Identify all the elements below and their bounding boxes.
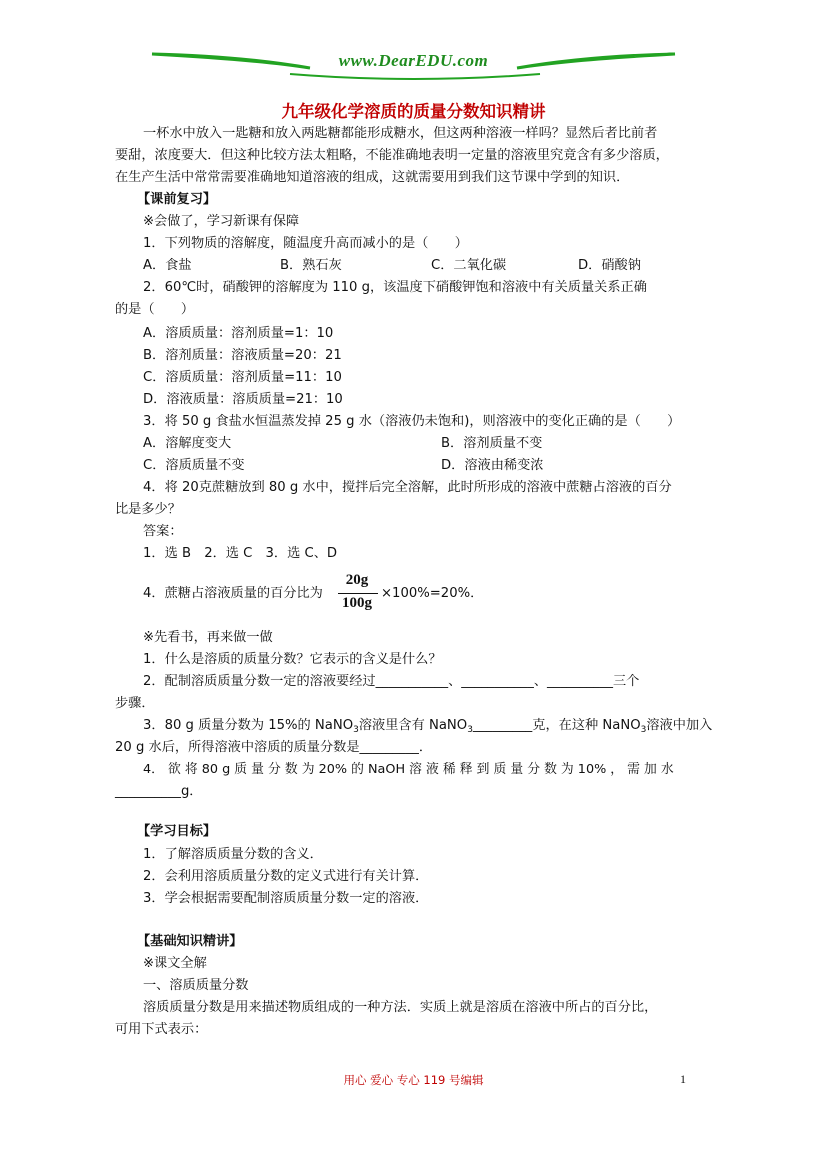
goal-item: 3．学会根据需要配制溶质质量分数一定的溶液． xyxy=(143,891,429,906)
fraction-bar xyxy=(338,593,378,594)
goal-item: 1．了解溶质质量分数的含义． xyxy=(143,847,323,862)
intro-line-3: 在生产生活中常常需要准确地知道溶液的组成，这就需要用到我们这节课中学到的知识． xyxy=(115,170,630,185)
intro-line-1: 一杯水中放入一匙糖和放入两匙糖都能形成糖水，但这两种溶液一样吗？显然后者比前者 xyxy=(143,126,658,141)
q3-option-d: D．溶液由稀变浓 xyxy=(441,458,544,473)
preview-q3-line-2: 20 g 水后，所得溶液中溶质的质量分数是_________． xyxy=(115,740,433,755)
site-logo xyxy=(150,46,677,80)
question-4-line-2: 比是多少？ xyxy=(115,502,181,517)
q1-option-d: D．硝酸钠 xyxy=(578,258,641,273)
q1-option-c: C．二氧化碳 xyxy=(431,258,507,273)
q3-option-a: A．溶解度变大 xyxy=(143,436,232,451)
page-number: 1 xyxy=(680,1072,686,1086)
subscript-3: 3 xyxy=(640,725,647,735)
preview-note: ※先看书，再来做一做 xyxy=(143,630,273,645)
logo-text: www.DearEDU.com xyxy=(338,51,489,70)
basics-paragraph-line-2: 可用下式表示： xyxy=(115,1022,208,1037)
subscript-3: 3 xyxy=(353,725,359,735)
preview-q2-line-2: 步骤． xyxy=(115,696,155,711)
q3-text-part-4: 溶液中加入 xyxy=(646,718,713,733)
page-title: 九年级化学溶质的质量分数知识精讲 xyxy=(281,102,546,121)
q2-option-b: B．溶剂质量：溶液质量=20：21 xyxy=(143,348,342,363)
preview-q4-line-2: __________g． xyxy=(115,784,203,799)
q3-option-c: C．溶质质量不变 xyxy=(143,458,245,473)
preview-q4-line-1: 4． 欲 将 80 g 质 量 分 数 为 20% 的 NaOH 溶 液 稀 释 到 质 量 分 数 为 10% ， 需 加 水 xyxy=(143,762,674,777)
intro-line-2: 要甜，浓度要大．但这种比较方法太粗略，不能准确地表明一定量的溶液里究竟含有多少溶质， xyxy=(115,148,669,163)
preview-q1: 1．什么是溶质的质量分数？它表示的含义是什么？ xyxy=(143,652,442,667)
goal-item: 2．会利用溶质质量分数的定义式进行有关计算． xyxy=(143,869,429,884)
answer-label: 答案： xyxy=(143,524,183,539)
q3-text-part-2: 溶液里含有 NaNO xyxy=(358,718,468,733)
q1-option-b: B．熟石灰 xyxy=(280,258,342,273)
q3-option-b: B．溶剂质量不变 xyxy=(441,436,543,451)
q2-option-c: C．溶质质量：溶剂质量=11：10 xyxy=(143,370,342,385)
question-3: 3．将 50 g 食盐水恒温蒸发掉 25 g 水（溶液仍未饱和)，则溶液中的变化正确的是（ ） xyxy=(143,414,681,429)
q3-text-part-1: 3．80 g 质量分数为 15%的 NaNO xyxy=(143,718,354,733)
answer-4-prefix: 4．蔗糖占溶液质量的百分比为 xyxy=(143,586,323,601)
answer-4-suffix: ×100%=20%． xyxy=(381,586,484,601)
basics-heading: 【基础知识精讲】 xyxy=(137,934,243,949)
question-2-line-2: 的是（ ） xyxy=(115,302,195,317)
subscript-3: 3 xyxy=(467,725,473,735)
fraction-numerator: 20g xyxy=(345,572,369,588)
question-4-line-1: 4．将 20克蔗糖放到 80 g 水中，搅拌后完全溶解，此时所形成的溶液中蔗糖占溶液的百分 xyxy=(143,480,672,495)
review-note: ※会做了，学习新课有保障 xyxy=(143,214,300,229)
q1-option-a: A．食盐 xyxy=(143,258,192,273)
preview-q2-line-1: 2．配制溶质质量分数一定的溶液要经过___________、___________、__________三个 xyxy=(143,674,640,689)
preview-q3-line-1 xyxy=(143,716,712,740)
basics-subheading: 一、溶质质量分数 xyxy=(143,978,249,993)
fraction-denominator: 100g xyxy=(342,595,372,611)
basics-note: ※课文全解 xyxy=(143,956,207,971)
goals-heading: 【学习目标】 xyxy=(137,824,217,839)
q2-option-d: D．溶液质量：溶质质量=21：10 xyxy=(143,392,343,407)
question-2-line-1: 2．60℃时，硝酸钾的溶解度为 110 g，该温度下硝酸钾饱和溶液中有关质量关系正确 xyxy=(143,280,647,295)
question-1: 1．下列物质的溶解度，随温度升高而减小的是（ ） xyxy=(143,236,468,251)
footer-text: 用心 爱心 专心 119 号编辑 xyxy=(343,1073,484,1087)
review-heading: 【课前复习】 xyxy=(137,192,217,207)
answers-1-3: 1．选 B 2．选 C 3．选 C、D xyxy=(143,546,338,561)
basics-paragraph-line-1: 溶质质量分数是用来描述物质组成的一种方法．实质上就是溶质在溶液中所占的百分比， xyxy=(143,1000,658,1015)
q2-option-a: A．溶质质量：溶剂质量=1：10 xyxy=(143,326,334,341)
q3-text-part-3: _________克，在这种 NaNO xyxy=(472,718,641,733)
